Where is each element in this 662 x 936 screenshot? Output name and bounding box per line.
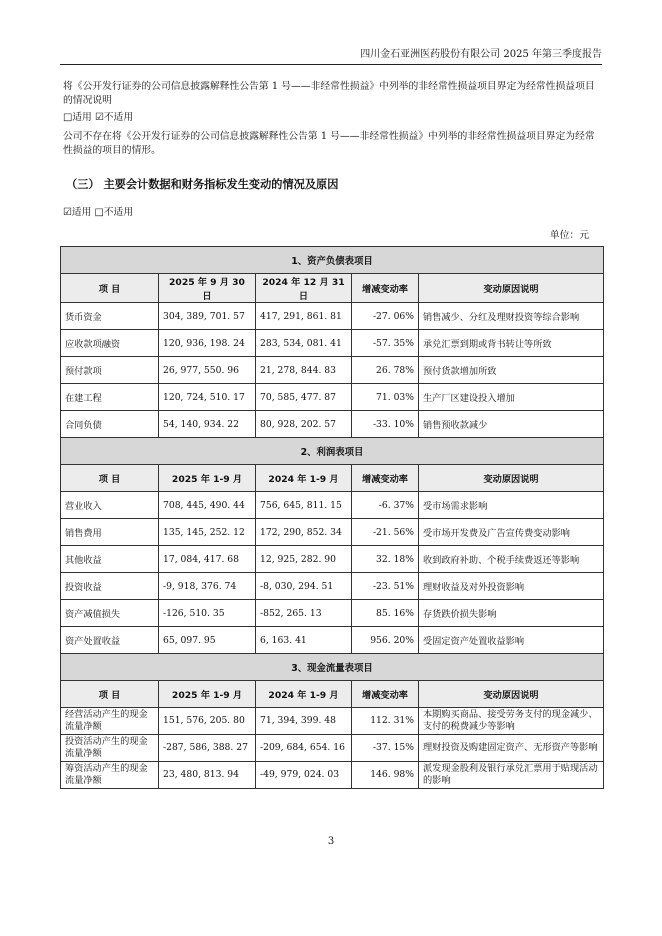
- row-change-rate: -37. 15%: [352, 735, 419, 762]
- table-row: [61, 762, 604, 789]
- group-title: 2、利润表项目: [61, 438, 604, 465]
- row-prior-value: 21, 278, 844. 83: [256, 357, 352, 384]
- column-header: 2024 年 1-9 月: [256, 465, 352, 492]
- column-header: 项 目: [61, 465, 159, 492]
- table-row: [61, 600, 604, 627]
- table-row: [61, 546, 604, 573]
- table-row: [61, 573, 604, 600]
- row-change-rate: 956. 20%: [352, 627, 419, 654]
- row-change-rate: 26. 78%: [352, 357, 419, 384]
- group-title: 3、现金流量表项目: [61, 654, 604, 681]
- table-row: [61, 330, 604, 357]
- row-item-name: 营业收入: [61, 492, 159, 519]
- row-change-reason: 受固定资产处置收益影响: [419, 627, 604, 654]
- row-current-value: 23, 480, 813. 94: [159, 762, 256, 789]
- row-item-name: 其他收益: [61, 546, 159, 573]
- column-header: 增减变动率: [352, 465, 419, 492]
- row-item-name: 预付款项: [61, 357, 159, 384]
- row-current-value: 54, 140, 934. 22: [159, 411, 256, 438]
- table-row: [61, 708, 604, 735]
- row-current-value: 65, 097. 95: [159, 627, 256, 654]
- row-item-name: 合同负债: [61, 411, 159, 438]
- column-header-row: [61, 681, 604, 708]
- row-item-name: 资产减值损失: [61, 600, 159, 627]
- row-current-value: 708, 445, 490. 44: [159, 492, 256, 519]
- page-number: 3: [327, 836, 335, 847]
- row-item-name: 经营活动产生的现金流量净额: [61, 708, 159, 735]
- row-prior-value: 283, 534, 081. 41: [256, 330, 352, 357]
- row-prior-value: -209, 684, 654. 16: [256, 735, 352, 762]
- section-title: （三） 主要会计数据和财务指标发生变动的情况及原因: [66, 178, 339, 191]
- row-item-name: 资产处置收益: [61, 627, 159, 654]
- row-change-rate: 32. 18%: [352, 546, 419, 573]
- column-header: 变动原因说明: [419, 274, 604, 303]
- row-change-rate: 146. 98%: [352, 762, 419, 789]
- row-prior-value: -852, 265. 13: [256, 600, 352, 627]
- row-current-value: 26, 977, 550. 96: [159, 357, 256, 384]
- row-change-rate: 85. 16%: [352, 600, 419, 627]
- header-divider: [60, 64, 602, 65]
- row-change-reason: 理财投资及购建固定资产、无形资产等影响: [419, 735, 604, 762]
- row-item-name: 筹资活动产生的现金流量净额: [61, 762, 159, 789]
- row-change-reason: 承兑汇票到期或背书转让等所致: [419, 330, 604, 357]
- table-row: [61, 627, 604, 654]
- row-current-value: -126, 510. 35: [159, 600, 256, 627]
- row-item-name: 在建工程: [61, 384, 159, 411]
- column-header: 项 目: [61, 274, 159, 303]
- row-prior-value: -49, 979, 024. 03: [256, 762, 352, 789]
- row-change-reason: 生产厂区建设投入增加: [419, 384, 604, 411]
- row-prior-value: 6, 163. 41: [256, 627, 352, 654]
- table-row: [61, 411, 604, 438]
- row-change-rate: -27. 06%: [352, 303, 419, 330]
- column-header: 2025 年 1-9 月: [159, 681, 256, 708]
- row-change-reason: 受市场需求影响: [419, 492, 604, 519]
- row-item-name: 投资收益: [61, 573, 159, 600]
- row-change-rate: -33. 10%: [352, 411, 419, 438]
- table-group-header: [61, 438, 604, 465]
- row-current-value: 17, 084, 417. 68: [159, 546, 256, 573]
- row-prior-value: 417, 291, 861. 81: [256, 303, 352, 330]
- row-change-reason: 派发现金股利及银行承兑汇票用于贴现活动的影响: [419, 762, 604, 789]
- applicability-checkbox-2: ☑适用 □不适用: [63, 207, 134, 218]
- row-item-name: 销售费用: [61, 519, 159, 546]
- row-prior-value: 80, 928, 202. 57: [256, 411, 352, 438]
- row-change-reason: 本期购买商品、接受劳务支付的现金减少、支付的税费减少等影响: [419, 708, 604, 735]
- row-change-reason: 销售预收款减少: [419, 411, 604, 438]
- row-current-value: 151, 576, 205. 80: [159, 708, 256, 735]
- financial-changes-table: [60, 246, 604, 789]
- row-change-reason: 销售减少、分红及理财投资等综合影响: [419, 303, 604, 330]
- row-change-reason: 预付货款增加所致: [419, 357, 604, 384]
- row-prior-value: -8, 030, 294. 51: [256, 573, 352, 600]
- row-item-name: 应收款项融资: [61, 330, 159, 357]
- table-group-header: [61, 654, 604, 681]
- row-prior-value: 71, 394, 399. 48: [256, 708, 352, 735]
- intro-paragraph-2: 公司不存在将《公开发行证券的公司信息披露解释性公告第 1 号——非经常性损益》中列举的非经常性损益项目界定为经常性损益的项目的情形。: [63, 131, 595, 156]
- report-header: 四川金石亚洲医药股份有限公司 2025 年第三季度报告: [360, 49, 602, 60]
- column-header-row: [61, 274, 604, 303]
- column-header-row: [61, 465, 604, 492]
- row-item-name: 投资活动产生的现金流量净额: [61, 735, 159, 762]
- row-prior-value: 70, 585, 477. 87: [256, 384, 352, 411]
- row-change-rate: -23. 51%: [352, 573, 419, 600]
- row-item-name: 货币资金: [61, 303, 159, 330]
- row-current-value: -9, 918, 376. 74: [159, 573, 256, 600]
- row-change-rate: 71. 03%: [352, 384, 419, 411]
- table-row: [61, 519, 604, 546]
- applicability-checkbox-1: □适用 ☑不适用: [63, 112, 134, 123]
- row-change-rate: -6. 37%: [352, 492, 419, 519]
- row-current-value: -287, 586, 388. 27: [159, 735, 256, 762]
- group-title: 1、资产负债表项目: [61, 247, 604, 274]
- column-header: 2024 年 12 月 31 日: [256, 274, 352, 303]
- row-current-value: 120, 724, 510. 17: [159, 384, 256, 411]
- unit-label: 单位：元: [549, 230, 589, 241]
- table-group-header: [61, 247, 604, 274]
- column-header: 变动原因说明: [419, 465, 604, 492]
- column-header: 项 目: [61, 681, 159, 708]
- row-change-reason: 理财收益及对外投资影响: [419, 573, 604, 600]
- row-prior-value: 172, 290, 852. 34: [256, 519, 352, 546]
- row-change-rate: -57. 35%: [352, 330, 419, 357]
- column-header: 2025 年 9 月 30 日: [159, 274, 256, 303]
- row-change-rate: -21. 56%: [352, 519, 419, 546]
- table-row: [61, 303, 604, 330]
- row-change-reason: 存货跌价损失影响: [419, 600, 604, 627]
- row-prior-value: 756, 645, 811. 15: [256, 492, 352, 519]
- row-change-rate: 112. 31%: [352, 708, 419, 735]
- row-change-reason: 受市场开发费及广告宣传费变动影响: [419, 519, 604, 546]
- row-current-value: 135, 145, 252. 12: [159, 519, 256, 546]
- table-row: [61, 735, 604, 762]
- table-row: [61, 492, 604, 519]
- table-row: [61, 384, 604, 411]
- column-header: 2024 年 1-9 月: [256, 681, 352, 708]
- column-header: 增减变动率: [352, 681, 419, 708]
- column-header: 2025 年 1-9 月: [159, 465, 256, 492]
- intro-paragraph-1: 将《公开发行证券的公司信息披露解释性公告第 1 号——非经常性损益》中列举的非经常性损益项目界定为经常性损益项目的情况说明: [63, 81, 595, 106]
- row-change-reason: 收到政府补助、个税手续费返还等影响: [419, 546, 604, 573]
- row-current-value: 120, 936, 198. 24: [159, 330, 256, 357]
- column-header: 增减变动率: [352, 274, 419, 303]
- row-current-value: 304, 389, 701. 57: [159, 303, 256, 330]
- table-row: [61, 357, 604, 384]
- column-header: 变动原因说明: [419, 681, 604, 708]
- row-prior-value: 12, 925, 282. 90: [256, 546, 352, 573]
